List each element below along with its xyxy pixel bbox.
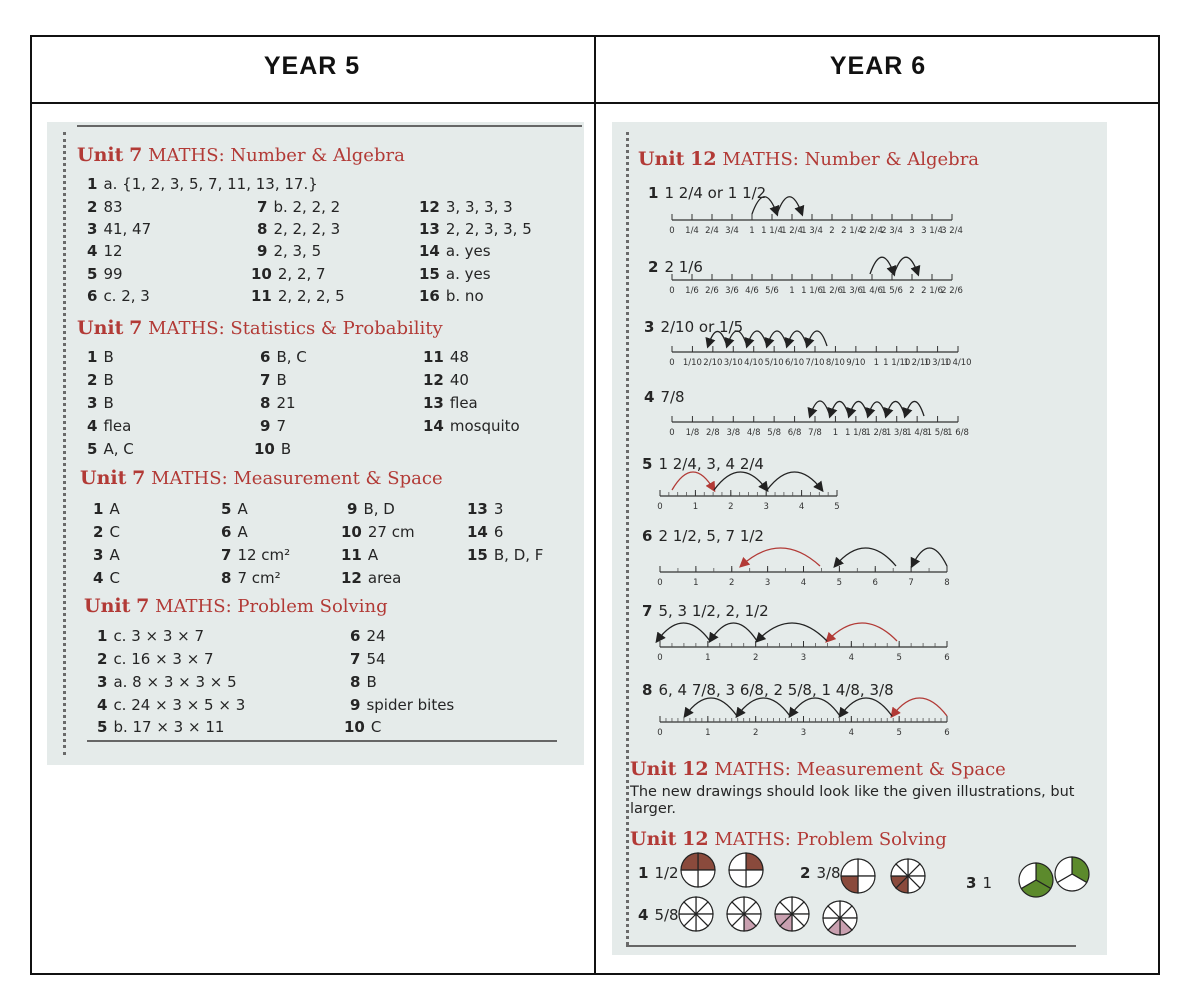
tick-label: 1 1/10 bbox=[883, 358, 911, 368]
list-item: 11 48 bbox=[423, 348, 469, 366]
list-item: 1 a. {1, 2, 3, 5, 7, 11, 13, 17.} bbox=[87, 175, 318, 193]
tick-label: 3 1/4 bbox=[921, 226, 943, 236]
list-item: 14 a. yes bbox=[419, 242, 491, 260]
fraction-circle bbox=[891, 859, 925, 893]
list-item: 13 3 bbox=[467, 500, 504, 518]
jump-arrow bbox=[787, 331, 807, 346]
tick-label: 2 1/6 bbox=[921, 286, 943, 296]
list-item: 3 a. 8 × 3 × 3 × 5 bbox=[97, 673, 237, 691]
tick-label: 3/4 bbox=[725, 226, 739, 236]
tick-label: 3 bbox=[909, 226, 915, 236]
unit-title-measurement-space: Unit 7 MATHS: Measurement & Space bbox=[80, 467, 443, 489]
tick-label: 1 2/10 bbox=[903, 358, 931, 368]
list-item: 10 2, 2, 7 bbox=[251, 265, 326, 283]
fraction-sector bbox=[891, 864, 908, 876]
tick-label: 4/8 bbox=[746, 428, 761, 438]
header-year6: YEAR 6 bbox=[829, 52, 927, 80]
list-item: 9 7 bbox=[260, 417, 286, 435]
number-line-3 bbox=[669, 331, 971, 368]
jump-arrow bbox=[708, 331, 727, 346]
tick-label: 7 bbox=[908, 578, 914, 588]
tick-label: 2 3/4 bbox=[881, 226, 903, 236]
number-line-1 bbox=[669, 197, 963, 236]
tick-label: 1 2/4 bbox=[781, 226, 803, 236]
list-item: 16 b. no bbox=[419, 287, 484, 305]
header-year5: YEAR 5 bbox=[263, 52, 361, 80]
list-item: 7 12 cm² bbox=[221, 546, 291, 564]
jump-arrow bbox=[886, 401, 905, 416]
tick-label: 1 2/6 bbox=[821, 286, 843, 296]
answer-label: 8 6, 4 7/8, 3 6/8, 2 5/8, 1 4/8, 3/8 bbox=[642, 681, 894, 699]
list-item: 11 2, 2, 2, 5 bbox=[251, 287, 345, 305]
tick-label: 2 bbox=[752, 653, 759, 663]
fraction-sector bbox=[679, 902, 696, 914]
tick-label: 5/6 bbox=[765, 286, 779, 296]
page-top-rule bbox=[77, 125, 582, 127]
jump-arrow bbox=[912, 548, 947, 566]
measurement-answer-text: The new drawings should look like the given illustrations, but larger. bbox=[630, 784, 1075, 817]
tick-label: 0 bbox=[669, 286, 675, 296]
tick-label: 4 bbox=[848, 728, 855, 738]
page-bottom-rule bbox=[87, 740, 557, 742]
page-binding-dots bbox=[63, 132, 66, 755]
fraction-sector bbox=[858, 876, 875, 893]
jump-arrow bbox=[657, 623, 710, 641]
tick-label: 5/10 bbox=[764, 358, 784, 368]
number-line-7 bbox=[657, 623, 950, 663]
problem-answer-label: 1 1/2 bbox=[638, 864, 679, 882]
fraction-sector bbox=[727, 902, 744, 914]
tick-label: 6/8 bbox=[787, 428, 802, 438]
unit-title-number-algebra-y6: Unit 12 MATHS: Number & Algebra bbox=[638, 148, 980, 170]
fraction-sector bbox=[729, 853, 746, 870]
tick-label: 5 bbox=[836, 578, 843, 588]
tick-label: 5/8 bbox=[767, 428, 781, 438]
tick-label: 1 bbox=[789, 286, 795, 296]
list-item: 6 c. 2, 3 bbox=[87, 287, 150, 305]
list-item: 9 2, 3, 5 bbox=[257, 242, 322, 260]
list-item: 12 40 bbox=[423, 371, 469, 389]
tick-label: 1 bbox=[693, 578, 699, 588]
tick-label: 1 5/6 bbox=[881, 286, 903, 296]
fraction-circle bbox=[823, 901, 857, 935]
tick-label: 1 3/4 bbox=[801, 226, 823, 236]
tick-label: 0 bbox=[669, 226, 675, 236]
fraction-sector bbox=[828, 918, 840, 935]
fraction-circle bbox=[679, 897, 713, 931]
number-line-5 bbox=[657, 472, 839, 512]
list-item: 6 24 bbox=[350, 627, 386, 645]
fraction-sector bbox=[696, 902, 713, 914]
jump-arrow bbox=[757, 623, 827, 641]
list-item: 9 B, D bbox=[347, 500, 395, 518]
fraction-sector bbox=[732, 914, 744, 931]
tick-label: 2/4 bbox=[705, 226, 719, 236]
list-item: 12 area bbox=[341, 569, 402, 587]
list-item: 14 6 bbox=[467, 523, 504, 541]
tick-label: 0 bbox=[669, 428, 675, 438]
list-item: 3 41, 47 bbox=[87, 220, 152, 238]
fraction-sector bbox=[732, 897, 744, 914]
fraction-sector bbox=[744, 914, 761, 926]
jump-arrow bbox=[894, 257, 918, 274]
list-item: 2 c. 16 × 3 × 7 bbox=[97, 650, 214, 668]
tick-label: 7/10 bbox=[805, 358, 825, 368]
number-line-2 bbox=[669, 257, 963, 296]
fraction-sector bbox=[698, 870, 715, 887]
list-item: 4 12 bbox=[87, 242, 123, 260]
tick-label: 0 bbox=[657, 728, 663, 738]
jump-arrow bbox=[741, 548, 820, 566]
jump-arrow bbox=[727, 331, 747, 346]
list-item: 7 b. 2, 2, 2 bbox=[257, 198, 341, 216]
tick-label: 1 bbox=[705, 653, 711, 663]
fraction-sector bbox=[896, 876, 908, 893]
fraction-circle bbox=[1055, 857, 1089, 891]
fraction-sector bbox=[780, 914, 792, 931]
tick-label: 2 bbox=[752, 728, 759, 738]
fraction-sector bbox=[840, 901, 852, 918]
tick-label: 6 bbox=[944, 653, 950, 663]
fraction-sector bbox=[1021, 880, 1050, 897]
jump-arrow bbox=[767, 472, 822, 490]
answer-label: 1 1 2/4 or 1 1/2 bbox=[648, 184, 767, 202]
jump-arrow bbox=[672, 472, 714, 490]
tick-label: 4 bbox=[798, 502, 805, 512]
tick-label: 5 bbox=[834, 502, 840, 512]
tick-label: 3 2/4 bbox=[941, 226, 963, 236]
tick-label: 8/10 bbox=[825, 358, 845, 368]
tick-label: 4/6 bbox=[745, 286, 759, 296]
tick-label: 2/8 bbox=[706, 428, 720, 438]
tick-label: 2 bbox=[728, 502, 734, 512]
fraction-sector bbox=[681, 870, 698, 887]
list-item: 1 c. 3 × 3 × 7 bbox=[97, 627, 205, 645]
tick-label: 1 1/8 bbox=[844, 428, 867, 438]
list-item: 10 27 cm bbox=[341, 523, 415, 541]
tick-label: 5 bbox=[896, 653, 902, 663]
jump-arrow bbox=[810, 401, 830, 416]
tick-label: 3 bbox=[800, 728, 807, 738]
fraction-sector bbox=[684, 897, 696, 914]
tick-label: 3 bbox=[800, 653, 807, 663]
tick-label: 1 bbox=[873, 358, 879, 368]
fraction-sector bbox=[681, 853, 698, 870]
fraction-sector bbox=[729, 870, 746, 887]
jump-arrow bbox=[807, 331, 827, 346]
fraction-sector bbox=[746, 870, 763, 887]
fraction-sector bbox=[1072, 857, 1089, 883]
tick-label: 1 6/8 bbox=[947, 428, 969, 438]
tick-label: 9/10 bbox=[846, 358, 866, 368]
fraction-sector bbox=[1019, 863, 1036, 889]
tick-label: 2 1/4 bbox=[841, 226, 863, 236]
fraction-sector bbox=[840, 906, 857, 918]
fraction-sector bbox=[684, 914, 696, 931]
list-item: 2 B bbox=[87, 371, 114, 389]
tick-label: 1 4/10 bbox=[944, 358, 972, 368]
tick-label: 4/10 bbox=[744, 358, 764, 368]
tick-label: 1 bbox=[832, 428, 839, 438]
list-item: 7 54 bbox=[350, 650, 386, 668]
fraction-sector bbox=[828, 901, 840, 918]
list-item: 8 7 cm² bbox=[221, 569, 281, 587]
unit-title-measurement-space-y6: Unit 12 MATHS: Measurement & Space bbox=[630, 758, 1006, 780]
tick-label: 6 bbox=[944, 728, 950, 738]
answer-label: 4 7/8 bbox=[644, 388, 685, 406]
fraction-sector bbox=[840, 918, 857, 930]
fraction-sector bbox=[744, 914, 756, 931]
jump-arrow bbox=[710, 623, 757, 641]
problem-answer-label: 3 1 bbox=[966, 874, 992, 892]
fraction-sector bbox=[792, 914, 809, 926]
tick-label: 7/8 bbox=[808, 428, 822, 438]
fraction-sector bbox=[891, 876, 908, 888]
number-line-6 bbox=[657, 548, 949, 588]
header-divider bbox=[30, 102, 1160, 104]
fraction-sector bbox=[744, 897, 756, 914]
problem-answer-label: 2 3/8 bbox=[800, 864, 841, 882]
tick-label: 1/10 bbox=[682, 358, 702, 368]
list-item: 5 A bbox=[221, 500, 248, 518]
tick-label: 0 bbox=[657, 502, 663, 512]
fraction-sector bbox=[746, 853, 763, 870]
jump-arrow bbox=[830, 401, 849, 416]
list-item: 4 flea bbox=[87, 417, 132, 435]
answer-label: 7 5, 3 1/2, 2, 1/2 bbox=[642, 602, 769, 620]
list-item: 6 B, C bbox=[260, 348, 307, 366]
jump-arrow bbox=[790, 698, 840, 716]
fraction-sector bbox=[823, 918, 840, 930]
fraction-sector bbox=[908, 876, 920, 893]
tick-label: 3 bbox=[764, 578, 771, 588]
fraction-sector bbox=[775, 902, 792, 914]
list-item: 5 b. 17 × 3 × 11 bbox=[97, 718, 225, 736]
list-item: 13 2, 2, 3, 3, 5 bbox=[419, 220, 532, 238]
unit-title-statistics-probability: Unit 7 MATHS: Statistics & Probability bbox=[77, 317, 443, 339]
fraction-circle bbox=[1019, 863, 1053, 897]
jump-arrow bbox=[868, 402, 886, 416]
fraction-sector bbox=[841, 859, 858, 876]
fraction-sector bbox=[727, 914, 744, 926]
fraction-circle bbox=[727, 897, 761, 931]
fraction-sector bbox=[696, 914, 708, 931]
jump-arrow bbox=[685, 698, 737, 716]
fraction-sector bbox=[823, 906, 840, 918]
tick-label: 1/6 bbox=[685, 286, 699, 296]
tick-label: 5 bbox=[896, 728, 902, 738]
tick-label: 1 1/6 bbox=[801, 286, 823, 296]
fraction-sector bbox=[908, 876, 925, 888]
jump-arrow bbox=[892, 698, 947, 716]
list-item: 2 83 bbox=[87, 198, 123, 216]
fraction-sector bbox=[792, 902, 809, 914]
fraction-circle bbox=[729, 853, 763, 887]
tick-label: 1 4/6 bbox=[861, 286, 883, 296]
tick-label: 1 3/10 bbox=[923, 358, 952, 368]
tick-label: 2/10 bbox=[703, 358, 723, 368]
list-item: 9 spider bites bbox=[350, 696, 455, 714]
fraction-sector bbox=[1036, 863, 1053, 889]
fraction-sector bbox=[896, 859, 908, 876]
tick-label: 2/6 bbox=[705, 286, 719, 296]
fraction-sector bbox=[1055, 857, 1072, 883]
tick-label: 0 bbox=[669, 358, 675, 368]
fraction-sector bbox=[744, 902, 761, 914]
tick-label: 1 5/8 bbox=[926, 428, 949, 438]
tick-label: 0 bbox=[657, 653, 663, 663]
jump-arrow bbox=[870, 257, 894, 274]
list-item: 4 C bbox=[93, 569, 120, 587]
fraction-sector bbox=[780, 897, 792, 914]
fraction-sector bbox=[1057, 874, 1086, 891]
list-item: 6 A bbox=[221, 523, 248, 541]
fraction-sector bbox=[908, 864, 925, 876]
tick-label: 1 4/8 bbox=[906, 428, 929, 438]
answer-label: 3 2/10 or 1/5 bbox=[644, 318, 744, 336]
tick-label: 4 bbox=[800, 578, 807, 588]
tick-label: 2 bbox=[829, 226, 835, 236]
list-item: 2 C bbox=[93, 523, 120, 541]
tick-label: 3/10 bbox=[723, 358, 743, 368]
tick-label: 1 bbox=[692, 502, 699, 512]
unit-title-problem-solving: Unit 7 MATHS: Problem Solving bbox=[84, 595, 388, 617]
number-line-4 bbox=[669, 401, 969, 438]
jump-arrow bbox=[777, 197, 802, 214]
fraction-sector bbox=[840, 918, 852, 935]
list-item: 8 21 bbox=[260, 394, 296, 412]
tick-label: 1 3/6 bbox=[841, 286, 863, 296]
fraction-sector bbox=[858, 859, 875, 876]
list-item: 1 A bbox=[93, 500, 120, 518]
fraction-sector bbox=[775, 914, 792, 926]
tick-label: 1 bbox=[705, 728, 711, 738]
jump-arrow bbox=[737, 698, 790, 716]
list-item: 8 B bbox=[350, 673, 377, 691]
jump-arrow bbox=[840, 698, 892, 716]
jump-arrow bbox=[849, 401, 868, 416]
column-divider bbox=[594, 35, 596, 975]
list-item: 4 c. 24 × 3 × 5 × 3 bbox=[97, 696, 246, 714]
list-item: 1 B bbox=[87, 348, 114, 366]
tick-label: 4 bbox=[848, 653, 855, 663]
list-item: 3 A bbox=[93, 546, 120, 564]
tick-label: 0 bbox=[657, 578, 663, 588]
list-item: 7 B bbox=[260, 371, 287, 389]
number-lines bbox=[612, 122, 1107, 762]
tick-label: 1 2/8 bbox=[865, 428, 888, 438]
unit-title-number-algebra: Unit 7 MATHS: Number & Algebra bbox=[77, 144, 405, 166]
list-item: 10 B bbox=[254, 440, 292, 458]
fraction-sector bbox=[841, 876, 858, 893]
list-item: 5 99 bbox=[87, 265, 123, 283]
list-item: 13 flea bbox=[423, 394, 478, 412]
jump-arrow bbox=[747, 331, 767, 346]
list-item: 11 A bbox=[341, 546, 379, 564]
jump-arrow bbox=[714, 472, 767, 490]
fraction-sector bbox=[696, 897, 708, 914]
tick-label: 3 bbox=[763, 502, 769, 512]
year6-answer-page bbox=[612, 122, 1107, 955]
fraction-sector bbox=[679, 914, 696, 926]
jump-arrow bbox=[827, 623, 897, 641]
fraction-sector bbox=[792, 897, 804, 914]
number-line-8 bbox=[657, 698, 949, 738]
list-item: 8 2, 2, 2, 3 bbox=[257, 220, 341, 238]
list-item: 15 B, D, F bbox=[467, 546, 544, 564]
tick-label: 6 bbox=[872, 578, 878, 588]
jump-arrow bbox=[752, 197, 777, 214]
tick-label: 1 3/8 bbox=[885, 428, 908, 438]
tick-label: 1 1/4 bbox=[761, 226, 783, 236]
tick-label: 3/6 bbox=[725, 286, 739, 296]
tick-label: 1/8 bbox=[685, 428, 700, 438]
answer-label: 2 2 1/6 bbox=[648, 258, 703, 276]
fraction-sector bbox=[696, 914, 713, 926]
fraction-sector bbox=[908, 859, 920, 876]
fraction-sector bbox=[792, 914, 804, 931]
tick-label: 2 bbox=[729, 578, 735, 588]
jump-arrow bbox=[835, 548, 896, 566]
tick-label: 8 bbox=[944, 578, 950, 588]
list-item: 15 a. yes bbox=[419, 265, 491, 283]
list-item: 14 mosquito bbox=[423, 417, 520, 435]
fraction-sector bbox=[698, 853, 715, 870]
year5-answer-page bbox=[47, 122, 584, 765]
answer-label: 6 2 1/2, 5, 7 1/2 bbox=[642, 527, 764, 545]
tick-label: 2 bbox=[909, 286, 915, 296]
tick-label: 1/4 bbox=[685, 226, 699, 236]
tick-label: 1 bbox=[749, 226, 755, 236]
problem-answer-label: 4 5/8 bbox=[638, 906, 679, 924]
tick-label: 6/10 bbox=[785, 358, 805, 368]
fraction-circle bbox=[775, 897, 809, 931]
list-item: 10 C bbox=[344, 718, 382, 736]
list-item: 3 B bbox=[87, 394, 114, 412]
fraction-circle bbox=[681, 853, 715, 887]
tick-label: 2 2/4 bbox=[861, 226, 883, 236]
tick-label: 2 2/6 bbox=[941, 286, 963, 296]
fraction-circle bbox=[841, 859, 875, 893]
page-bottom-rule bbox=[626, 945, 1076, 947]
jump-arrow bbox=[905, 401, 924, 416]
jump-arrow bbox=[767, 331, 787, 346]
unit-title-problem-solving-y6: Unit 12 MATHS: Problem Solving bbox=[630, 828, 947, 850]
tick-label: 3/8 bbox=[726, 428, 741, 438]
list-item: 5 A, C bbox=[87, 440, 134, 458]
answer-label: 5 1 2/4, 3, 4 2/4 bbox=[642, 455, 764, 473]
list-item: 12 3, 3, 3, 3 bbox=[419, 198, 513, 216]
